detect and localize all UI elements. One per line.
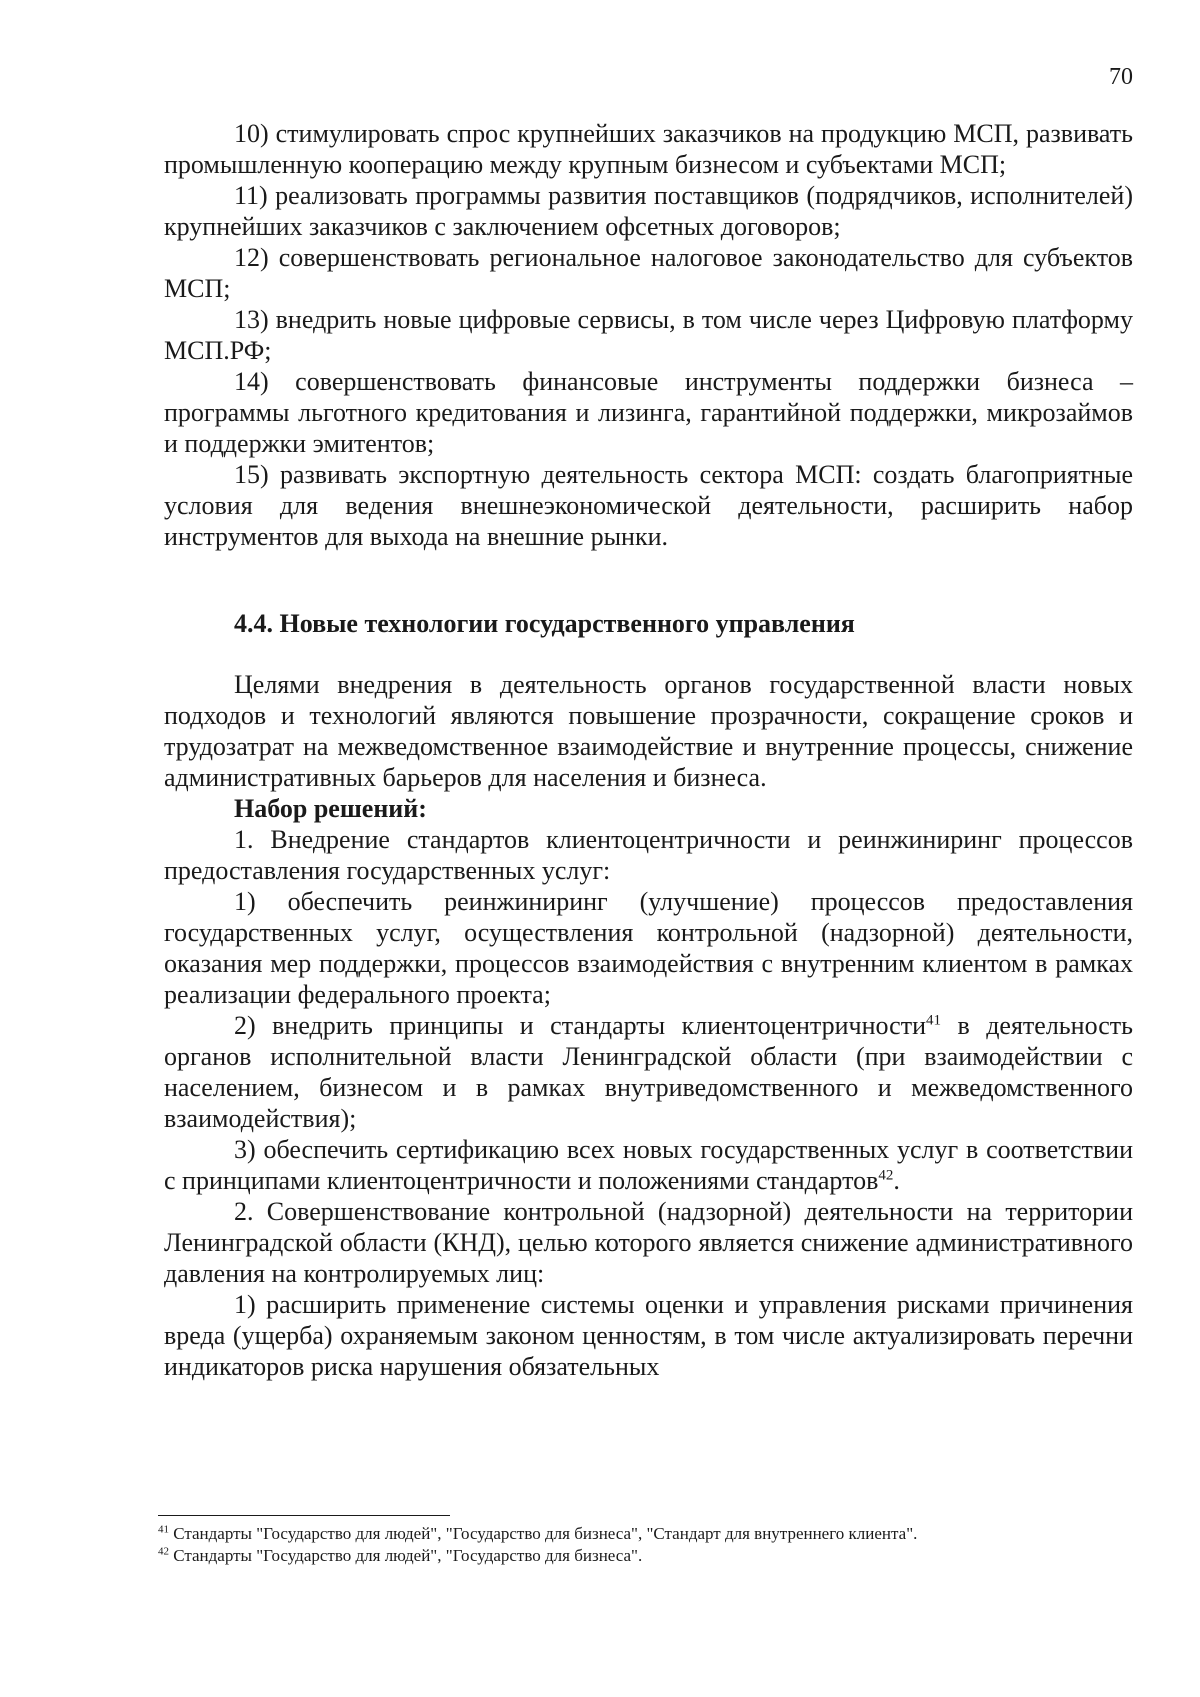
footnote-ref-41[interactable]: 41 [925, 1012, 941, 1029]
solutions-label: Набор решений: [234, 794, 427, 823]
solution-1-item-2-text-a: 2) внедрить принципы и стандарты клиентоцентричности [234, 1011, 926, 1040]
list-item-12: 12) совершенствовать региональное налоговое законодательство для субъектов МСП; [164, 243, 1133, 303]
footnote-42 [158, 1545, 1138, 1567]
solution-1: 1. Внедрение стандартов клиентоцентричности и реинжиниринг процессов предоставления государственных услуг: [164, 825, 1133, 885]
footnote-41-number: 41 [158, 1523, 169, 1536]
list-item-10: 10) стимулировать спрос крупнейших заказчиков на продукцию МСП, развивать промышленную кооперацию между крупным бизнесом и субъектами МСП; [164, 119, 1133, 179]
list-item-11: 11) реализовать программы развития поставщиков (подрядчиков, исполнителей) крупнейших заказчиков с заключением офсетных договоров; [164, 181, 1133, 241]
list-item-14: 14) совершенствовать финансовые инструменты поддержки бизнеса – программы льготного кредитования и лизинга, гарантийной поддержки, микрозаймов и поддержки эмитентов; [164, 367, 1133, 458]
solution-1-item-2-text-b: в деятельность органов исполнительной власти Ленинградской области (при взаимодействии с населением, бизнесом и в рамках внутриведомственного и межведомственного взаимодействия); [164, 1011, 1133, 1133]
footnotes [158, 1523, 1138, 1567]
solution-2: 2. Совершенствование контрольной (надзорной) деятельности на территории Ленинградской области (КНД), целью которого является снижение административного давления на контролируемых лиц: [164, 1197, 1133, 1288]
solution-2-item-1: 1) расширить применение системы оценки и управления рисками причинения вреда (ущерба) охраняемым законом ценностям, в том числе актуализировать перечни индикаторов риска нарушения обязательных [164, 1290, 1133, 1381]
solution-1-item-3-text-a: 3) обеспечить сертификацию всех новых государственных услуг в соответствии с принципами клиентоцентричности и положениями стандартов [164, 1135, 1133, 1195]
footnote-42-number: 42 [158, 1545, 169, 1558]
solution-1-item-2 [164, 1010, 1133, 1134]
solution-1-item-3-text-b: . [893, 1166, 900, 1195]
footnote-divider [158, 1515, 450, 1516]
solution-1-item-1: 1) обеспечить реинжиниринг (улучшение) процессов предоставления государственных услуг, осуществления контрольной (надзорной) деятельности, оказания мер поддержки, процессов взаимодействия с внутренним клиентом в рамках реализации федерального проекта; [164, 887, 1133, 1009]
page-body [164, 118, 1133, 1382]
footnote-ref-42[interactable]: 42 [878, 1167, 894, 1184]
footnote-42-text: Стандарты "Государство для людей", "Государство для бизнеса". [169, 1546, 643, 1565]
list-item-13: 13) внедрить новые цифровые сервисы, в том числе через Цифровую платформу МСП.РФ; [164, 305, 1133, 365]
solution-1-item-3 [164, 1134, 1133, 1196]
footnote-41-text: Стандарты "Государство для людей", "Государство для бизнеса", "Стандарт для внутреннего клиента". [169, 1524, 918, 1543]
intro-paragraph: Целями внедрения в деятельность органов государственной власти новых подходов и технологий являются повышение прозрачности, сокращение сроков и трудозатрат на межведомственное взаимодействие и внутренние процессы, снижение административных барьеров для населения и бизнеса. [164, 670, 1133, 792]
footnote-41 [158, 1523, 1138, 1545]
page-number: 70 [1109, 64, 1133, 90]
section-heading: 4.4. Новые технологии государственного управления [234, 609, 855, 638]
list-item-15: 15) развивать экспортную деятельность сектора МСП: создать благоприятные условия для ведения внешнеэкономической деятельности, расширить набор инструментов для выхода на внешние рынки. [164, 460, 1133, 551]
